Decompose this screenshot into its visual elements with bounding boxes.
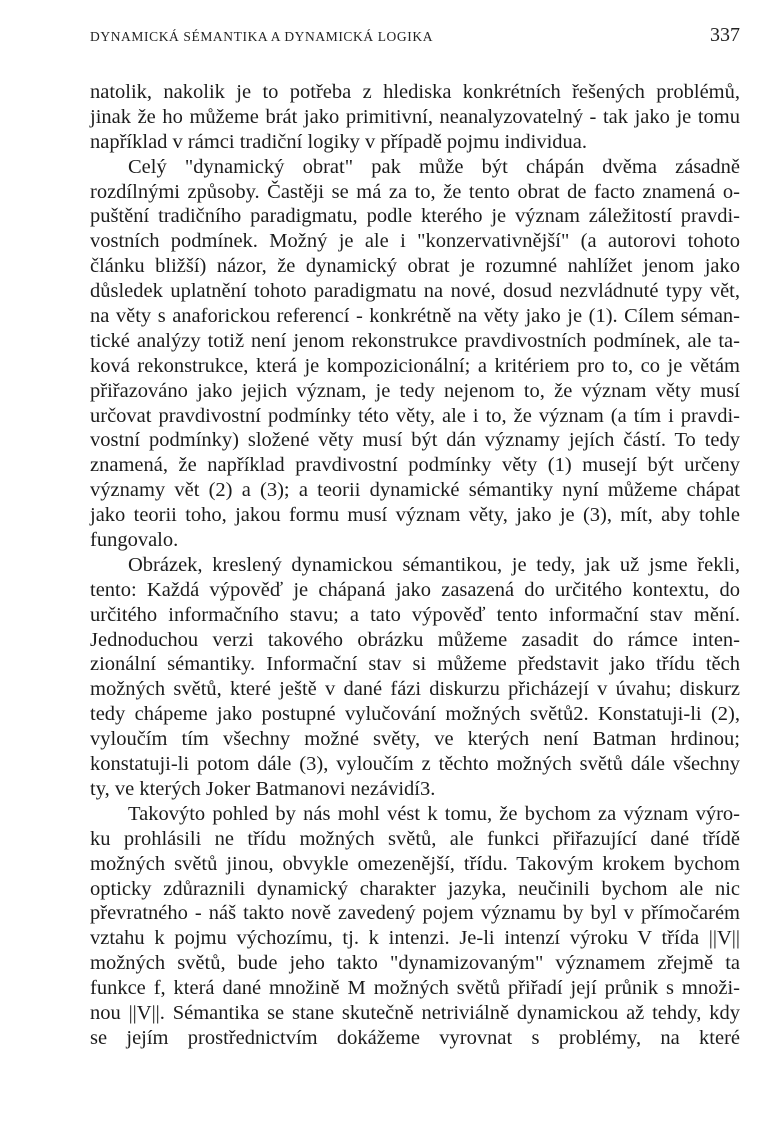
text-line: tedy chápeme jako postupné vylučování možných světů2. Konstatuji-li (2), xyxy=(90,703,740,726)
text-line: Jednoduchou verzi takového obrázku můžeme zasadit do rámce inten- xyxy=(90,628,740,651)
text-line: vostních podmínek. Možný je ale i "konzervativnější" (a autorovi tohoto xyxy=(90,230,740,253)
text-line: možných světů, které ještě v dané fázi diskurzu přicházejí v úvahu; diskurz xyxy=(90,678,740,701)
text-line: vyloučím tím všechny možné světy, ve kterých není Batman hrdinou; xyxy=(90,728,740,751)
text-line: opticky zdůraznili dynamický charakter jazyka, neučinili bychom ale nic xyxy=(90,877,740,900)
text-line: Celý "dynamický obrat" pak může být chápán dvěma zásadně xyxy=(128,155,740,178)
text-line: jinak že ho můžeme brát jako primitivní, neanalyzovatelný - tak jako je tomu xyxy=(90,105,740,128)
text-line: natolik, nakolik je to potřeba z hlediska konkrétních řešených problémů, xyxy=(90,81,740,103)
text-line: Obrázek, kreslený dynamickou sémantikou, je tedy, jak už jsme řekli, xyxy=(128,553,740,576)
text-line: důsledek uplatnění tohoto paradigmatu na nové, dosud nezvládnuté typy vět, xyxy=(90,280,740,303)
body-text xyxy=(90,80,740,1051)
paragraph xyxy=(90,80,740,155)
text-line: určovat pravdivostní podmínky této věty, ale i to, že význam (a tím i pravdi- xyxy=(90,404,740,427)
text-line: možných světů, bude jeho takto "dynamizovaným" významem zřejmě ta xyxy=(90,952,740,975)
text-line: na věty s anaforickou referencí - konkrétně na věty jako je (1). Cílem séman- xyxy=(90,305,740,328)
text-line: ková rekonstrukce, která je kompozicionální; a kritériem pro to, co je větám xyxy=(90,354,740,377)
text-line: rozdílnými způsoby. Častěji se má za to, že tento obrat de facto znamená o- xyxy=(90,180,740,203)
text-line: přiřazováno jako jejich význam, je tedy nejenom to, že význam věty musí xyxy=(90,379,740,402)
text-line: konstatuji-li potom dále (3), vyloučím z těchto možných světů dále všechny xyxy=(90,753,740,776)
text-line: funkce f, která dané množině M možných světů přiřadí její průnik s množi- xyxy=(90,977,740,1000)
running-title: DYNAMICKÁ SÉMANTIKA A DYNAMICKÁ LOGIKA xyxy=(90,29,434,44)
paragraph xyxy=(90,553,740,802)
text-line: převratného - náš takto nově zavedený pojem významu by byl v přímočarém xyxy=(90,902,740,925)
paragraph xyxy=(90,155,740,553)
text-line: ty, ve kterých Joker Batmanovi nezávidí3. xyxy=(90,777,436,800)
running-head xyxy=(90,24,740,48)
text-line: například v rámci tradiční logiky v případě pojmu individua. xyxy=(90,130,588,153)
text-line: článku bližší) názor, že dynamický obrat je rozumné nahlížet jenom jako xyxy=(90,255,740,278)
text-line: tento: Každá výpověď je chápaná jako zasazená do určitého kontextu, do xyxy=(90,578,740,601)
text-line: puštění tradičního paradigmatu, podle kterého je význam záležitostí pravdi- xyxy=(90,205,740,228)
text-line: určitého informačního stavu; a tato výpověď tento informační stav mění. xyxy=(90,603,740,626)
text-line: tické analýzy totiž není jenom rekonstrukce pravdivostních podmínek, ale ta- xyxy=(90,329,740,352)
text-line: vztahu k pojmu výchozímu, tj. k intenzi. Je-li intenzí výroku V třída ||V|| xyxy=(90,927,740,950)
text-line: fungovalo. xyxy=(90,529,179,552)
text-line: vostní podmínky) složené věty musí být dán významy jejích částí. To tedy xyxy=(90,429,740,452)
text-line: možných světů jinou, obvykle omezenější, třídu. Takovým krokem bychom xyxy=(90,852,740,875)
text-line: znamená, že například pravdivostní podmínky věty (1) musejí být určeny xyxy=(90,454,740,477)
text-line: ku prohlásili ne třídu možných světů, ale funkci přiřazující dané třídě xyxy=(90,827,740,850)
text-line: Takovýto pohled by nás mohl vést k tomu, že bychom za význam výro- xyxy=(128,802,740,825)
text-line: zionální sémantiky. Informační stav si můžeme představit jako třídu těch xyxy=(90,653,740,676)
text-line: nou ||V||. Sémantika se stane skutečně netriviálně dynamickou až tehdy, kdy xyxy=(90,1001,740,1024)
paragraph xyxy=(90,802,740,1051)
text-line: významy vět (2) a (3); a teorii dynamické sémantiky nyní můžeme chápat xyxy=(90,479,740,502)
page-number: 337 xyxy=(710,24,740,46)
text-line: se jejím prostřednictvím dokážeme vyrovnat s problémy, na které xyxy=(90,1026,740,1049)
text-line: jako teorii toho, jakou formu musí význam věty, jako je (3), mít, aby tohle xyxy=(90,504,740,527)
